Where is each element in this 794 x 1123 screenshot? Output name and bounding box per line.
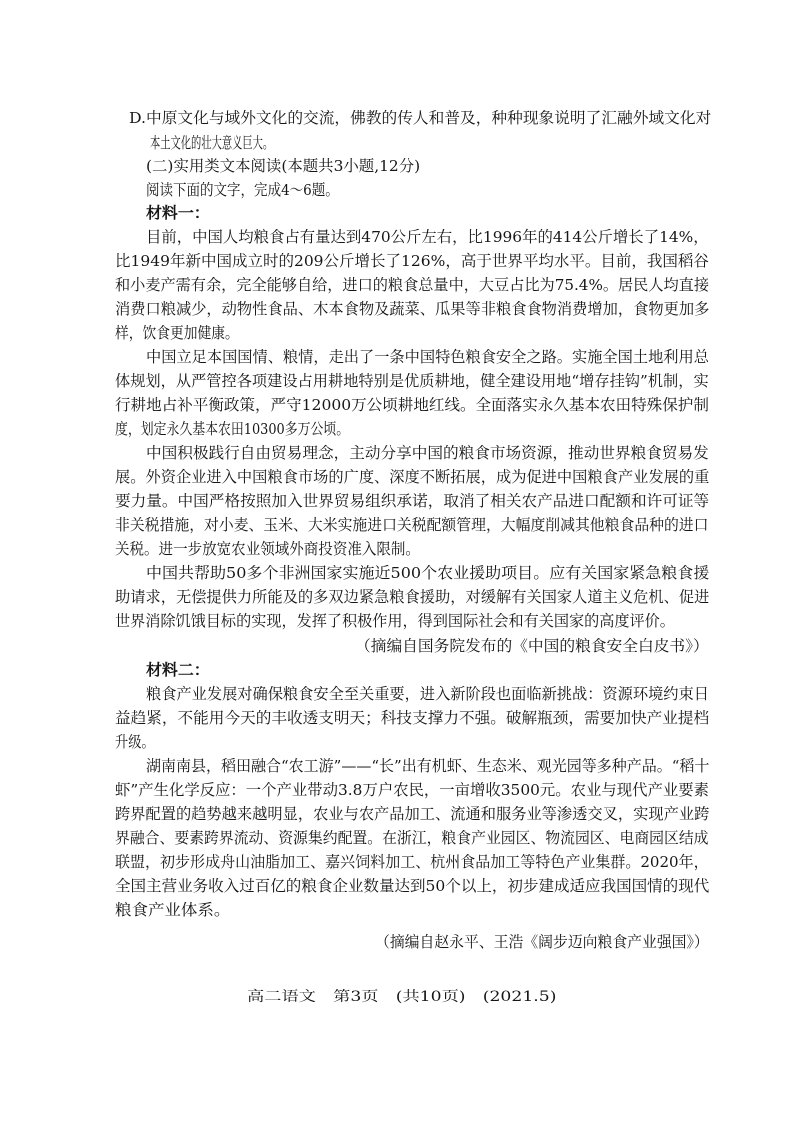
paragraph-line: 助请求，无偿提供力所能及的多双边紧急粮食援助，对缓解有关国家人道主义危机、促进	[115, 588, 710, 606]
paragraph-line: 要力量。中国严格按照加入世界贸易组织承诺，取消了相关农产品进口配额和许可证等	[115, 492, 710, 510]
material-one-heading: 材料一：	[146, 204, 210, 222]
paragraph-line: 跨界配置的趋势越来越明显，农业与农产品加工、流通和服务业等渗透交叉，实现产业跨	[115, 805, 710, 823]
paragraph-line: 非关税措施，对小麦、玉米、大米实施进口关税配额管理，大幅度削减其他粮食品种的进口	[115, 516, 709, 534]
paragraph-line: 中国积极践行自由贸易理念，主动分享中国的粮食市场资源，推动世界粮食贸易发	[146, 444, 709, 462]
paragraph-line: 展。外资企业进入中国粮食市场的广度、深度不断拓展，成为促进中国粮食产业发展的重	[115, 468, 710, 486]
paragraph-line: 比1949年新中国成立时的209公斤增长了126%，高于世界平均水平。目前，我国稻谷	[115, 252, 709, 270]
page-footer: 高二语文 第3页 (共10页) (2021.5)	[247, 989, 557, 1005]
source-citation: （摘编自国务院发布的《中国的粮食安全白皮书》）	[355, 637, 709, 655]
paragraph-line: 界融合、要素跨界流动、资源集约配置。在浙江，粮食产业园区、物流园区、电商园区结成	[115, 829, 709, 847]
material-two-heading: 材料二：	[146, 661, 210, 679]
paragraph-line: 度，划定永久基本农田10300多万公顷。	[115, 420, 350, 438]
paragraph-line: 目前，中国人均粮食占有量达到470公斤左右，比1996年的414公斤增长了14%，	[146, 228, 709, 246]
paragraph-line: 虾”产生化学反应：一个产业带动3.8万户农民，一亩增收3500元。农业与现代产业要素	[115, 781, 709, 799]
paragraph-line: 体规划，从严管控各项建设占用耕地特别是优质耕地，健全建设用地“增存挂钩”机制，实	[115, 372, 709, 390]
paragraph-line: 消费口粮减少，动物性食品、木本食物及蔬菜、瓜果等非粮食食物消费增加，食物更加多	[115, 300, 710, 318]
paragraph-line: 湖南南县，稻田融合“农工游”——“长”出有机虾、生态米、观光园等多种产品。“稻十	[146, 757, 710, 775]
paragraph-line: 中国立足本国国情、粮情，走出了一条中国特色粮食安全之路。实施全国土地利用总	[146, 348, 709, 366]
paragraph-line: 升级。	[115, 733, 155, 751]
text-line: 本土文化的壮大意义巨大。	[150, 134, 274, 152]
paragraph-line: 粮食产业发展对确保粮食安全至关重要，进入新阶段也面临新挑战：资源环境约束日	[146, 685, 709, 703]
paragraph-line: 益趋紧，不能用今天的丰收透支明天；科技支撑力不强。破解瓶颈，需要加快产业提档	[115, 709, 710, 727]
paragraph-line: 世界消除饥饿目标的实现，发挥了积极作用，得到国际社会和有关国家的高度评价。	[115, 612, 675, 630]
section-instruction: 阅读下面的文字，完成4～6题。	[146, 181, 339, 199]
paragraph-line: 样，饮食更加健康。	[115, 324, 239, 342]
text-line: D.中原文化与域外文化的交流，佛教的传人和普及，种种现象说明了汇融外域文化对	[129, 109, 712, 127]
paragraph-line: 和小麦产需有余，完全能够自给，进口的粮食总量中，大豆占比为75.4%。居民人均直接	[115, 276, 709, 294]
source-citation: （摘编自赵永平、王浩《阔步迈向粮食产业强国》）	[375, 933, 709, 951]
paragraph-line: 行耕地占补平衡政策，严守12000万公顷耕地红线。全面落实永久基本农田特殊保护制	[115, 396, 709, 414]
paragraph-line: 关税。进一步放宽农业领域外商投资准入限制。	[115, 540, 420, 558]
section-title: (二)实用类文本阅读(本题共3小题,12分)	[146, 157, 421, 175]
paragraph-line: 联盟，初步形成舟山油脂加工、嘉兴饲料加工、杭州食品加工等特色产业集群。2020年，	[115, 853, 709, 871]
paragraph-line: 粮食产业体系。	[115, 901, 231, 919]
paragraph-line: 全国主营业务收入过百亿的粮食企业数量达到50个以上，初步建成适应我国国情的现代	[115, 877, 710, 895]
paragraph-line: 中国共帮助50多个非洲国家实施近500个农业援助项目。应有关国家紧急粮食援	[146, 564, 710, 582]
